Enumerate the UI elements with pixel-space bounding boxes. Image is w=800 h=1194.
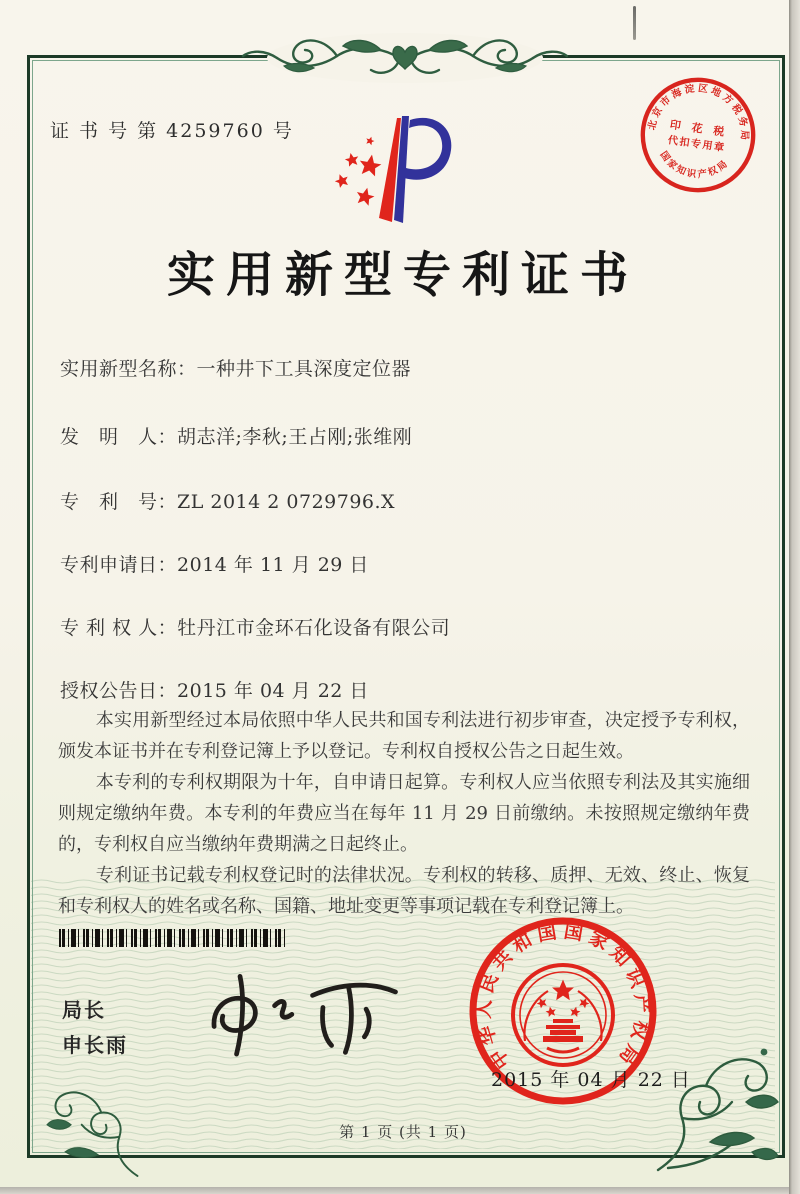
legal-paragraph-2: 本专利的专利权期限为十年，自申请日起算。专利权人应当依照专利法及其实施细则规定缴纳年费。本专利的年费应当在每年 11 月 29 日前缴纳。未按照规定缴纳年费的，专利权自应当缴纳年费期满之日起终止。: [58, 772, 750, 855]
logo-stars: [333, 135, 383, 206]
tax-stamp-arc-top: 北京市海淀区地方税务局: [646, 83, 750, 143]
field-value: 牡丹江市金环石化设备有限公司: [177, 617, 451, 639]
field-utility-model-name: [60, 354, 411, 381]
legal-paragraph-3: 专利证书记载专利权登记时的法律状况。专利权的转移、质押、无效、终止、恢复和专利权人的姓名或名称、国籍、地址变更等事项记载在专利登记簿上。: [58, 865, 750, 917]
seal-circular-text: 中华人民共和国国家知识产权局: [472, 920, 654, 1073]
commissioner-title: 局长: [62, 998, 106, 1022]
field-label: 授权公告日：: [60, 680, 178, 702]
commissioner-name: 申长雨: [62, 1033, 128, 1057]
tax-stamp-arc-bottom: 国家知识产权局: [657, 149, 732, 181]
issue-date: 2015 年 04 月 22 日: [491, 1069, 691, 1091]
tax-stamp-line2: 代扣专用章: [667, 134, 727, 155]
field-value: ZL 2014 2 0729796.X: [177, 491, 396, 513]
national-emblem: [513, 965, 613, 1065]
legal-text: [58, 705, 750, 922]
field-label: 发 明 人：: [60, 426, 178, 448]
field-grant-date: [60, 676, 369, 703]
field-value: 胡志洋;李秋;王占刚;张维刚: [177, 426, 413, 448]
field-label: 专 利 号：: [60, 491, 178, 513]
tax-stamp-line1: 印 花 税: [669, 118, 729, 140]
field-label: 实用新型名称：: [60, 358, 197, 380]
field-value: 2014 年 11 月 29 日: [177, 554, 369, 576]
field-patent-number: [60, 487, 395, 514]
patent-office-logo: [330, 110, 458, 232]
commissioner-signature: [186, 966, 421, 1061]
field-patentee: [60, 613, 450, 640]
field-inventors: [60, 422, 412, 449]
legal-paragraph-1: 本实用新型经过本局依照中华人民共和国专利法进行初步审查，决定授予专利权，颁发本证书并在专利登记簿上予以登记。专利权自授权公告之日起生效。: [58, 710, 750, 762]
scan-edge-bottom: [0, 1187, 789, 1194]
certificate-number: 证 书 号 第 4259760 号: [50, 120, 294, 142]
certificate-title: 实用新型专利证书: [166, 247, 639, 303]
tax-stamp: [629, 66, 767, 204]
scan-artifact: [633, 6, 636, 40]
field-label: 专利申请日：: [60, 554, 178, 576]
corner-ornament-bottom-right: [652, 1040, 782, 1178]
logo-blue-bowl: [404, 118, 451, 180]
top-flourish-ornament: [214, 14, 596, 94]
field-label: 专 利 权 人：: [60, 617, 178, 639]
page-number: 第 1 页 (共 1 页): [339, 1123, 467, 1141]
scan-edge-right: [789, 0, 800, 1194]
field-value: 2015 年 04 月 22 日: [177, 680, 369, 702]
barcode: [59, 929, 285, 947]
field-application-date: [60, 550, 369, 577]
field-value: 一种井下工具深度定位器: [196, 358, 412, 380]
